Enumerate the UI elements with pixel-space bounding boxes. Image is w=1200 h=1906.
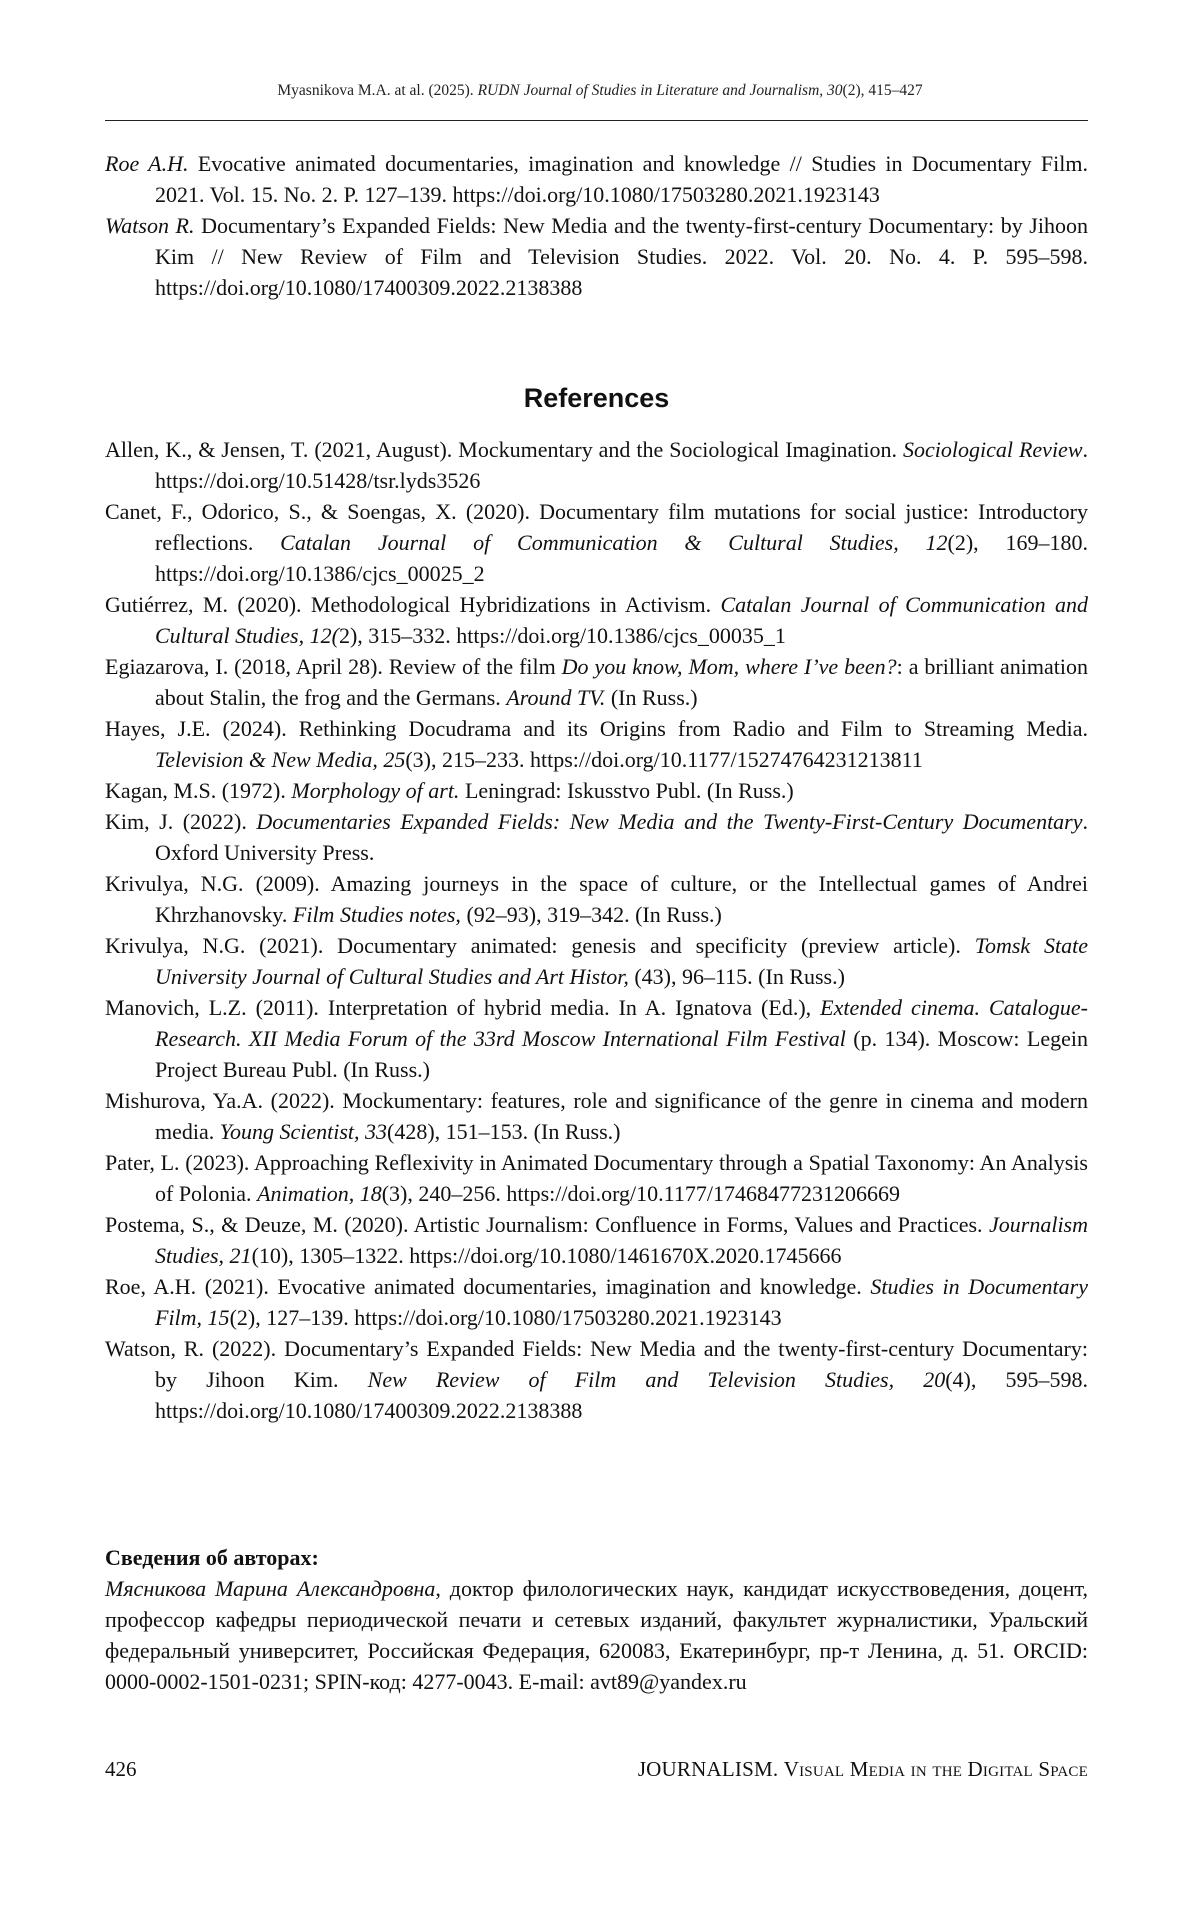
ref-text: Manovich, L.Z. (2011). Interpretation of hybrid media. In A. Ignatova (Ed.), [105,995,820,1020]
reference-item [105,868,1088,930]
ref-italic: Around TV. [506,685,605,710]
prev-ref-author: Roe A.H. [105,151,188,176]
ref-text: (2), 169–180. https://doi.org/10.1386/cjcs_00025_2 [155,530,1088,586]
ref-italic: Tomsk State University Journal of Cultural Studies and Art Histor, [155,933,1088,989]
ref-italic: Catalan Journal of Communication and Cultural Studies, 12( [155,592,1088,648]
ref-text: (428), 151–153. (In Russ.) [387,1119,620,1144]
author-info-title: Сведения об авторах: [105,1542,1088,1573]
author-info-body [105,1573,1088,1697]
ref-text: Watson, R. (2022). Documentary’s Expanded Fields: New Media and the twenty-first-century Documentary: by Jihoon Kim. [105,1336,1088,1392]
ref-text: (3), 240–256. https://doi.org/10.1177/17468477231206669 [382,1181,900,1206]
ref-italic: New Review of Film and Television Studies, 20 [368,1367,946,1392]
references-section [105,383,1088,414]
ref-italic: Catalan Journal of Communication & Cultural Studies, 12 [280,530,947,555]
journal-section-name [638,1757,1088,1782]
author-name: Мясникова Марина Александровна [105,1576,435,1601]
ref-text: Gutiérrez, M. (2020). Methodological Hybridizations in Activism. [105,592,721,617]
ref-italic: Morphology of art. [291,778,459,803]
ref-text: (2), 127–139. https://doi.org/10.1080/17503280.2021.1923143 [230,1305,782,1330]
references-title: References [105,383,1088,414]
reference-item [105,1333,1088,1426]
ref-italic: Television & New Media, 25 [155,747,405,772]
ref-italic: Young Scientist, 33 [220,1119,387,1144]
prev-ref-author: Watson R. [105,213,195,238]
author-details: , доктор филологических наук, кандидат искусствоведения, доцент, профессор кафедры периодической печати и сетевых изданий, факультет журналистики, Уральский федеральный университет, Российская Федерация, 620083, Екатеринбург, пр-т Ленина, д. 51. ORCID: 0000-0002-1501-0231; SPIN-код: 4277-0043. E-mail: avt89@yandex.ru [105,1576,1088,1694]
ref-text: (10), 1305–1322. https://doi.org/10.1080/1461670X.2020.1745666 [252,1243,842,1268]
reference-item [105,775,1088,806]
ref-text: Canet, F., Odorico, S., & Soengas, X. (2020). Documentary film mutations for social justice: Introductory reflections. [105,499,1088,555]
ref-text: Krivulya, N.G. (2009). Amazing journeys in the space of culture, or the Intellectual games of Andrei Khrzhanovsky. [105,871,1088,927]
ref-text: (43), 96–115. (In Russ.) [629,964,845,989]
prev-ref [105,210,1088,303]
running-head-journal: RUDN Journal of Studies in Literature and Journalism, [478,82,824,99]
reference-item [105,1271,1088,1333]
ref-text: (4), 595–598. https://doi.org/10.1080/17400309.2022.2138388 [155,1367,1088,1423]
running-head-authors: Myasnikova M.A. at al. (2025). [277,82,473,99]
ref-italic: Animation, 18 [257,1181,382,1206]
ref-text: 2), 315–332. https://doi.org/10.1386/cjcs_00035_1 [339,623,786,648]
ref-text: Kagan, M.S. (1972). [105,778,291,803]
ref-text: . https://doi.org/10.51428/tsr.lyds3526 [155,437,1088,493]
reference-item [105,1209,1088,1271]
prev-ref [105,148,1088,210]
reference-item [105,930,1088,992]
page-number: 426 [105,1757,137,1782]
reference-item [105,713,1088,775]
prev-ref-text: Documentary’s Expanded Fields: New Media and the twenty-first-century Documentary: by Jihoon Kim // New Review of Film and Television Studies. 2022. Vol. 20. No. 4. P. 595–598. https://doi.org/10.1080/17400309.2022.2138388 [155,213,1088,300]
ref-italic: Film Studies notes, [293,902,461,927]
ref-text: (In Russ.) [605,685,697,710]
ref-text: Egiazarova, I. (2018, April 28). Review of the film [105,654,562,679]
ref-italic: Extended cinema. Catalogue-Research. XII Media Forum of the 33rd Moscow International Film Festival [155,995,1088,1051]
running-head-volume: 30 [827,82,843,99]
ref-text: Pater, L. (2023). Approaching Reflexivity in Animated Documentary through a Spatial Taxonomy: An Analysis of Polonia. [105,1150,1088,1206]
ref-italic: Do you know, Mom, where I’ve been? [562,654,897,679]
author-info [105,1542,1088,1697]
header-rule [105,120,1088,121]
ref-italic: Documentaries Expanded Fields: New Media and the Twenty-First-Century Documentary [256,809,1082,834]
running-head-pages: (2), 415–427 [843,82,923,99]
reference-item [105,806,1088,868]
ref-text: : a brilliant animation about Stalin, the frog and the Germans. [155,654,1088,710]
prev-references [105,148,1088,303]
prev-ref-text: Evocative animated documentaries, imagination and knowledge // Studies in Documentary Film. 2021. Vol. 15. No. 2. P. 127–139. https://doi.org/10.1080/17503280.2021.1923143 [155,151,1088,207]
ref-text: (p. 134). Moscow: Legein Project Bureau Publ. (In Russ.) [155,1026,1088,1082]
ref-text: Leningrad: Iskusstvo Publ. (In Russ.) [459,778,793,803]
ref-text: Roe, A.H. (2021). Evocative animated documentaries, imagination and knowledge. [105,1274,870,1299]
ref-text: Kim, J. (2022). [105,809,256,834]
ref-text: Mishurova, Ya.A. (2022). Mockumentary: features, role and significance of the genre in cinema and modern media. [105,1088,1088,1144]
ref-italic: Studies in Documentary Film, 15 [155,1274,1088,1330]
ref-text: Hayes, J.E. (2024). Rethinking Docudrama and its Origins from Radio and Film to Streaming Media. [105,716,1088,741]
reference-item [105,589,1088,651]
ref-text: Krivulya, N.G. (2021). Documentary animated: genesis and specificity (preview article). [105,933,975,958]
journal-subtitle: Visual Media in the Digital Space [784,1757,1088,1781]
reference-item [105,1085,1088,1147]
references-list [105,434,1088,1426]
reference-item [105,1147,1088,1209]
ref-text: . Oxford University Press. [155,809,1088,865]
ref-text: Postema, S., & Deuze, M. (2020). Artistic Journalism: Confluence in Forms, Values and Practices. [105,1212,989,1237]
reference-item [105,651,1088,713]
ref-text: Allen, K., & Jensen, T. (2021, August). Mockumentary and the Sociological Imagination. [105,437,903,462]
running-head [0,82,1200,100]
reference-item [105,496,1088,589]
ref-italic: Sociological Review [903,437,1082,462]
reference-item [105,434,1088,496]
reference-item [105,992,1088,1085]
journal-main: JOURNALISM. [638,1757,778,1781]
ref-italic: Journalism Studies, 21 [155,1212,1088,1268]
ref-text: (3), 215–233. https://doi.org/10.1177/15274764231213811 [405,747,922,772]
page [0,0,1200,1906]
ref-text: (92–93), 319–342. (In Russ.) [461,902,722,927]
